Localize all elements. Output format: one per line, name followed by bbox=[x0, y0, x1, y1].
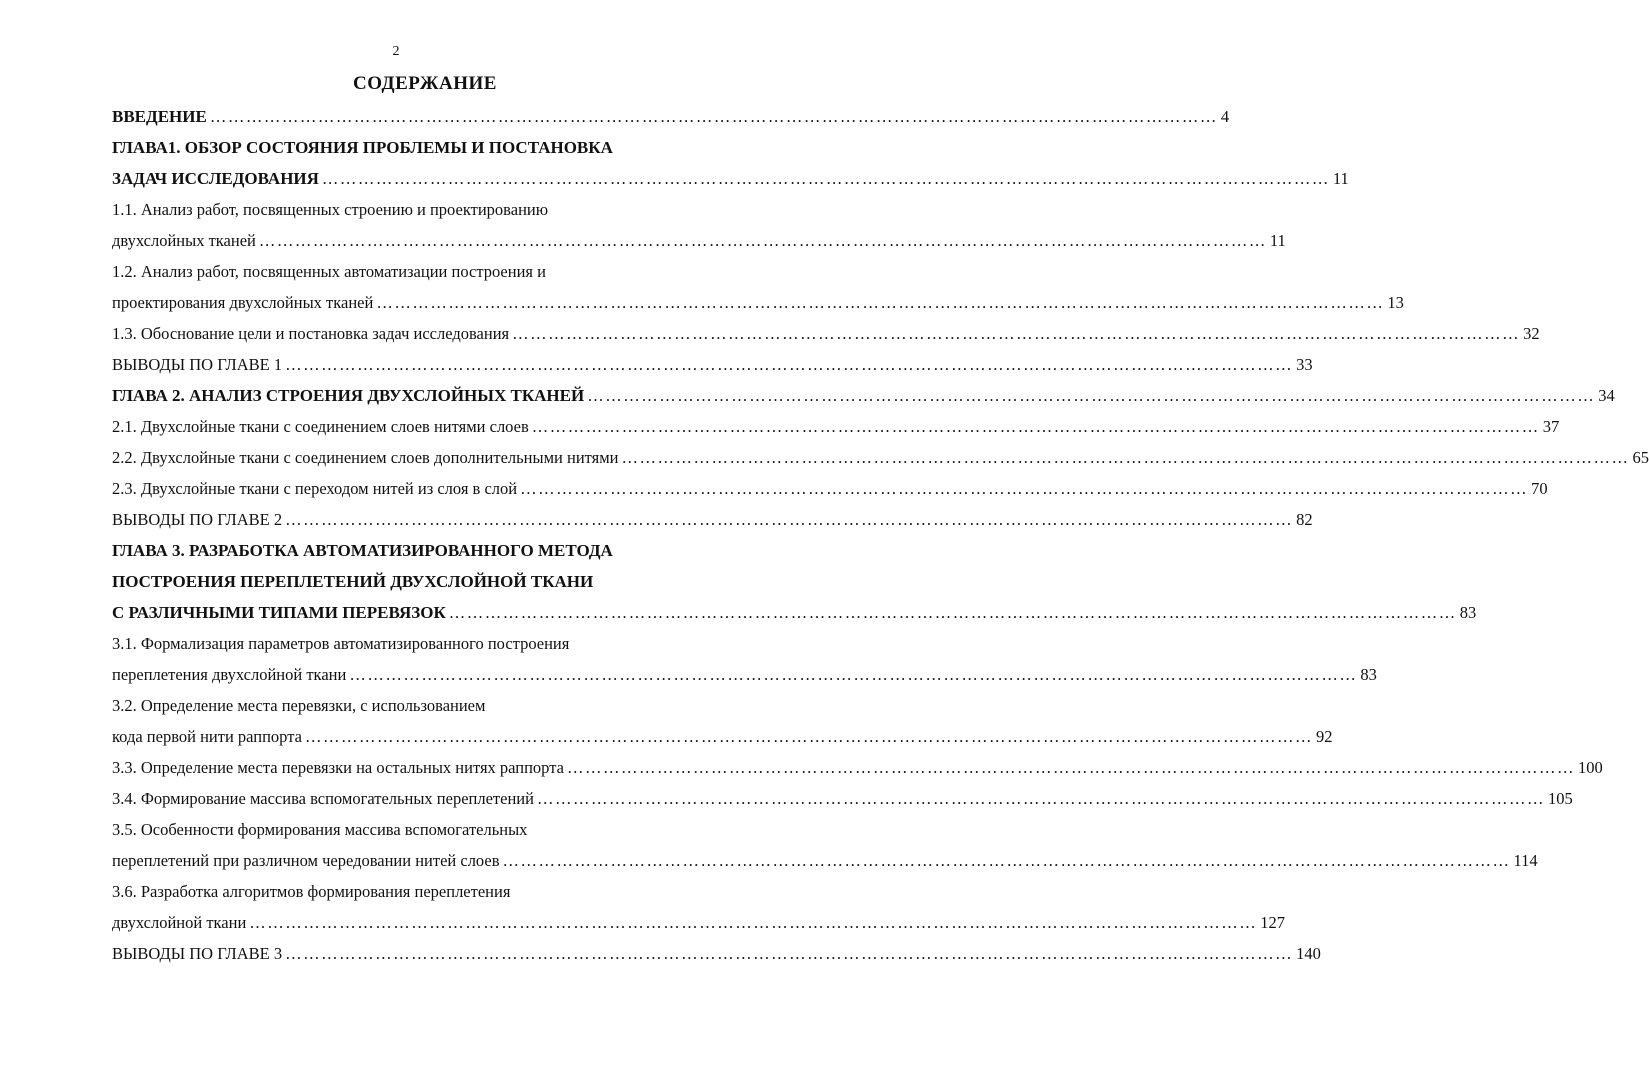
toc-entry bbox=[112, 411, 1560, 442]
toc-entry-text: 1.1. Анализ работ, посвященных строению и проектированию bbox=[112, 200, 549, 219]
toc-leader-dots: …………………………………………………………………………………………………………………………………………………… bbox=[285, 944, 1294, 963]
toc-entry-text: 3.5. Особенности формирования массива вспомогательных bbox=[112, 820, 528, 839]
toc-leader-dots: …………………………………………………………………………………………………………………………………………………… bbox=[621, 448, 1630, 467]
toc-entry bbox=[112, 659, 1377, 690]
toc-entry bbox=[112, 101, 1230, 132]
toc-entry-page: 83 bbox=[1459, 603, 1477, 622]
toc-entry-text: ВВЕДЕНИЕ bbox=[112, 107, 207, 126]
toc-entry-page: 11 bbox=[1269, 231, 1286, 250]
toc-entry-text: ВЫВОДЫ ПО ГЛАВЕ 2 bbox=[112, 510, 283, 529]
toc-entry-text: двухслойных тканей bbox=[112, 231, 256, 250]
toc-entry-text: С РАЗЛИЧНЫМИ ТИПАМИ ПЕРЕВЯЗОК bbox=[112, 603, 446, 622]
toc-leader-dots: …………………………………………………………………………………………………………………………………………………… bbox=[448, 603, 1457, 622]
toc-entry bbox=[112, 845, 1538, 876]
toc-entry-page: 92 bbox=[1315, 727, 1333, 746]
toc-entry-text: ПОСТРОЕНИЯ ПЕРЕПЛЕТЕНИЙ ДВУХСЛОЙНОЙ ТКАНИ bbox=[112, 572, 594, 591]
toc-entry bbox=[112, 349, 1313, 380]
toc-leader-dots: …………………………………………………………………………………………………………………………………………………… bbox=[536, 789, 1545, 808]
toc-entry bbox=[112, 721, 1333, 752]
toc-leader-dots: …………………………………………………………………………………………………………………………………………………… bbox=[520, 479, 1529, 498]
toc-leader-dots: …………………………………………………………………………………………………………………………………………………… bbox=[209, 107, 1218, 126]
toc-entry bbox=[112, 504, 1313, 535]
toc-entry-page: 114 bbox=[1513, 851, 1538, 870]
toc-leader-dots: …………………………………………………………………………………………………………………………………………………… bbox=[349, 665, 1358, 684]
toc-entry-text: кода первой нити раппорта bbox=[112, 727, 302, 746]
toc-leader-dots: …………………………………………………………………………………………………………………………………………………… bbox=[285, 510, 1294, 529]
toc-entry-page: 11 bbox=[1332, 169, 1349, 188]
toc-entry bbox=[112, 907, 1286, 938]
toc-entry bbox=[112, 535, 740, 566]
toc-entry-text: ГЛАВА 3. РАЗРАБОТКА АВТОМАТИЗИРОВАННОГО МЕТОДА bbox=[112, 541, 613, 560]
toc-entry bbox=[112, 256, 740, 287]
toc-entry-page: 4 bbox=[1220, 107, 1230, 126]
toc-entry-text: 1.2. Анализ работ, посвященных автоматизации построения и bbox=[112, 262, 546, 281]
toc-entry-page: 13 bbox=[1387, 293, 1404, 312]
toc-leader-dots: …………………………………………………………………………………………………………………………………………………… bbox=[321, 169, 1330, 188]
toc-entry bbox=[112, 566, 740, 597]
toc-entry bbox=[112, 473, 1548, 504]
toc-entry bbox=[112, 318, 1540, 349]
toc-entry-text: 2.2. Двухслойные ткани с соединением слоев дополнительными нитями bbox=[112, 448, 619, 467]
toc-entry bbox=[112, 752, 1603, 783]
toc-entry-text: 3.3. Определение места перевязки на остальных нитях раппорта bbox=[112, 758, 564, 777]
toc-leader-dots: …………………………………………………………………………………………………………………………………………………… bbox=[304, 727, 1313, 746]
toc-title: СОДЕРЖАНИЕ bbox=[353, 73, 497, 94]
toc-leader-dots: …………………………………………………………………………………………………………………………………………………… bbox=[285, 355, 1294, 374]
toc-entry-page: 83 bbox=[1360, 665, 1377, 684]
toc-entry-text: ЗАДАЧ ИССЛЕДОВАНИЯ bbox=[112, 169, 319, 188]
page-number: 2 bbox=[392, 44, 400, 59]
toc-entry-text: переплетения двухслойной ткани bbox=[112, 665, 347, 684]
toc-entry-page: 105 bbox=[1547, 789, 1573, 808]
toc-entry-page: 82 bbox=[1296, 510, 1313, 529]
toc-entry-page: 65 bbox=[1632, 448, 1649, 467]
table-of-contents bbox=[112, 101, 1649, 969]
toc-leader-dots: …………………………………………………………………………………………………………………………………………………… bbox=[566, 758, 1575, 777]
toc-entry-page: 140 bbox=[1296, 944, 1321, 963]
toc-leader-dots: …………………………………………………………………………………………………………………………………………………… bbox=[587, 386, 1596, 405]
toc-leader-dots: …………………………………………………………………………………………………………………………………………………… bbox=[258, 231, 1267, 250]
toc-entry bbox=[112, 628, 740, 659]
toc-entry-text: ВЫВОДЫ ПО ГЛАВЕ 1 bbox=[112, 355, 283, 374]
toc-entry-text: 2.1. Двухслойные ткани с соединением слоев нитями слоев bbox=[112, 417, 529, 436]
toc-entry bbox=[112, 814, 740, 845]
toc-entry-text: 1.3. Обоснование цели и постановка задач исследования bbox=[112, 324, 510, 343]
toc-entry bbox=[112, 876, 740, 907]
toc-entry bbox=[112, 690, 740, 721]
toc-entry-text: ВЫВОДЫ ПО ГЛАВЕ 3 bbox=[112, 944, 283, 963]
toc-leader-dots: …………………………………………………………………………………………………………………………………………………… bbox=[531, 417, 1540, 436]
toc-entry-page: 32 bbox=[1523, 324, 1540, 343]
toc-entry bbox=[112, 194, 740, 225]
toc-entry bbox=[112, 380, 1615, 411]
toc-entry bbox=[112, 442, 1649, 473]
toc-leader-dots: …………………………………………………………………………………………………………………………………………………… bbox=[502, 851, 1511, 870]
toc-leader-dots: …………………………………………………………………………………………………………………………………………………… bbox=[512, 324, 1521, 343]
toc-entry-page: 34 bbox=[1598, 386, 1615, 405]
toc-entry bbox=[112, 163, 1349, 194]
toc-entry bbox=[112, 938, 1321, 969]
toc-entry-page: 127 bbox=[1260, 913, 1286, 932]
toc-entry-text: 3.1. Формализация параметров автоматизированного построения bbox=[112, 634, 570, 653]
toc-entry-text: 2.3. Двухслойные ткани с переходом нитей из слоя в слой bbox=[112, 479, 518, 498]
toc-leader-dots: …………………………………………………………………………………………………………………………………………………… bbox=[249, 913, 1258, 932]
toc-entry-page: 100 bbox=[1577, 758, 1603, 777]
toc-entry bbox=[112, 783, 1573, 814]
toc-leader-dots: …………………………………………………………………………………………………………………………………………………… bbox=[376, 293, 1385, 312]
toc-entry-page: 33 bbox=[1296, 355, 1313, 374]
toc-entry-text: 3.2. Определение места перевязки, с использованием bbox=[112, 696, 486, 715]
toc-entry bbox=[112, 225, 1286, 256]
toc-entry-text: проектирования двухслойных тканей bbox=[112, 293, 374, 312]
toc-entry-text: ГЛАВА 2. АНАЛИЗ СТРОЕНИЯ ДВУХСЛОЙНЫХ ТКАНЕЙ bbox=[112, 386, 585, 405]
toc-entry-page: 70 bbox=[1531, 479, 1548, 498]
toc-entry bbox=[112, 132, 740, 163]
toc-entry bbox=[112, 287, 1404, 318]
toc-entry-text: 3.4. Формирование массива вспомогательных переплетений bbox=[112, 789, 534, 808]
toc-entry-page: 37 bbox=[1542, 417, 1560, 436]
toc-entry-text: 3.6. Разработка алгоритмов формирования переплетения bbox=[112, 882, 511, 901]
toc-entry-text: переплетений при различном чередовании нитей слоев bbox=[112, 851, 500, 870]
toc-entry-text: ГЛАВА1. ОБЗОР СОСТОЯНИЯ ПРОБЛЕМЫ И ПОСТАНОВКА bbox=[112, 138, 613, 157]
toc-entry bbox=[112, 597, 1477, 628]
toc-entry-text: двухслойной ткани bbox=[112, 913, 247, 932]
